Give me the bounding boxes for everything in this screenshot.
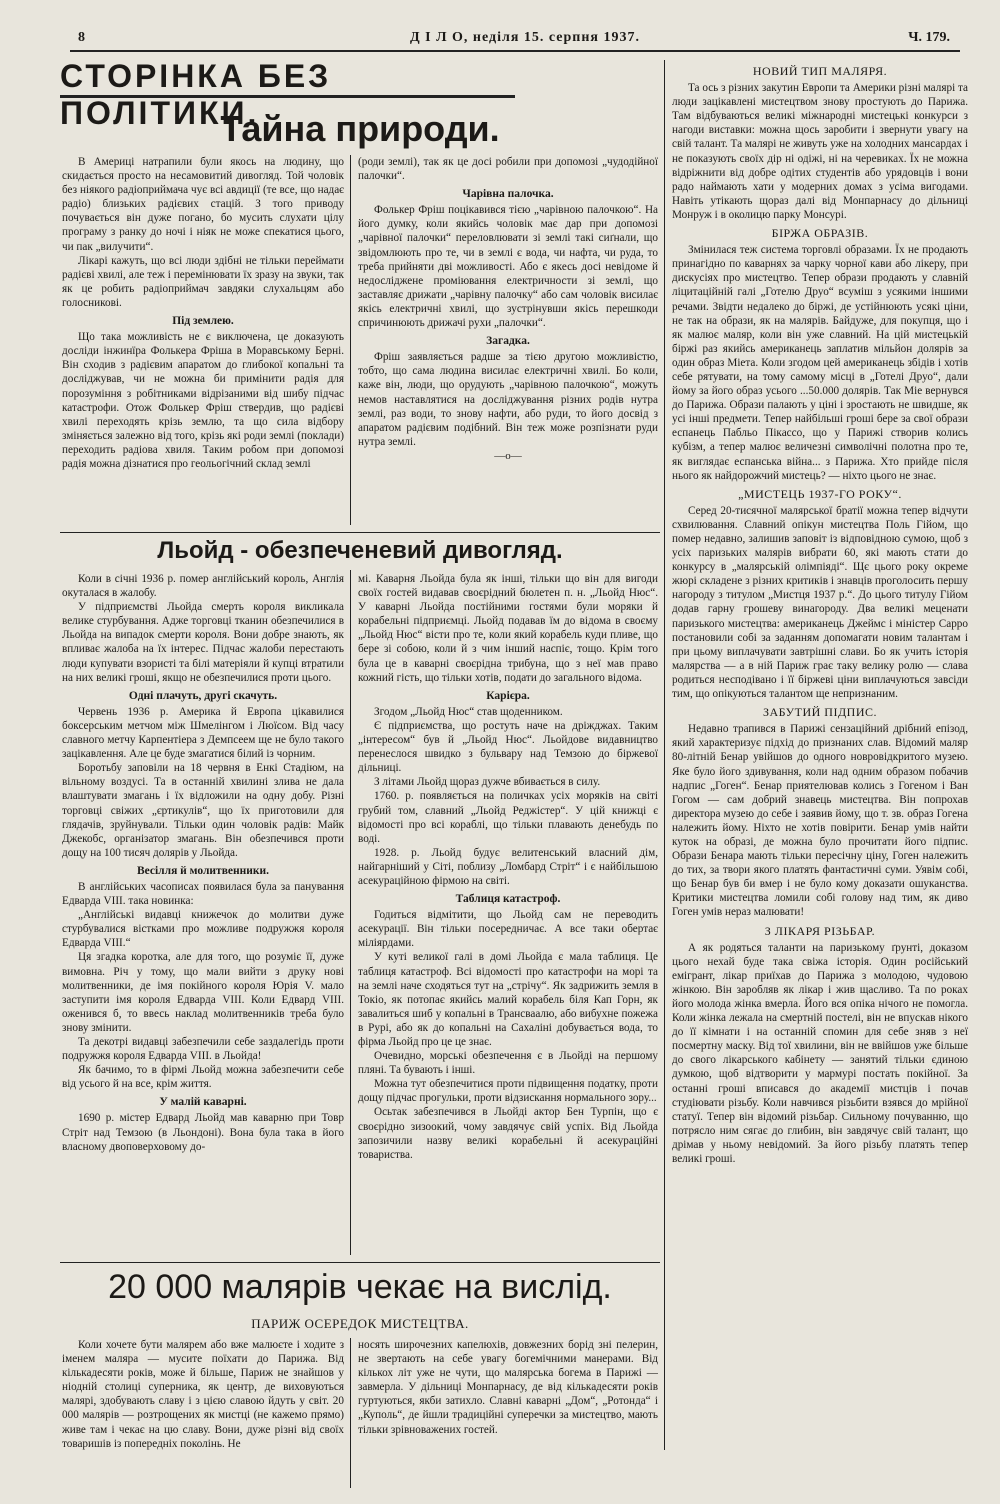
article-title-lloyd: Льойд - обезпеченевий дивогляд. (157, 537, 563, 564)
header-rule (70, 50, 960, 52)
paragraph: Коли хочете бути малярем або вже малюєте і ходите з іменем маляра — мусите поїхати до Парижа. Від кількадесяти років, може й більше, Париж не знайшов у ніодній столиці суперника, як центр, де виховуються малярі, здобувають славу і з цією славою йдуть у світ. 20 000 малярів — розтрощених як мистці (не кажемо прямо) живе там і чекає на цю славу. Вони, дуже різні від своїх товаришів із попередніх поколінь. Не (62, 1339, 344, 1450)
article-title-painters: 20 000 малярів чекає на вислід. (108, 1268, 612, 1306)
masthead-date: Д І Л О, неділя 15. серпня 1937. (410, 30, 640, 45)
article2-column2 (358, 572, 658, 1262)
article-divider-1 (60, 532, 660, 533)
paragraph: мі. Каварня Льойда була як інші, тільки що він для вигоди своїх гостей видавав своєрідний бюлетен п. н. „Льойд Нюс“. У каварні Льойда постійними гостями були моряки й корабельні підприємці. Льойд подавав їм до відома в своєму „Льойд Нюс“ вісти про те, коли який корабель куди пливе, що бере зі собою, коли й з чим інший наспіє, тощо. Крім того була це в каварні своєрідна трибуна, що з неї мав право кожний гість, що тільки хотів, подати до загального відома. (358, 573, 658, 684)
right-section-title: НОВИЙ ТИП МАЛЯРЯ. (752, 64, 888, 78)
right-column (672, 60, 968, 1465)
section-title: СТОРІНКА БЕЗ ПОЛІТИКИ. (60, 58, 332, 131)
paragraph: Згодом „Льойд Нюс“ став щоденником. (374, 705, 563, 718)
right-section-title: „МИСТЕЦЬ 1937-ГО РОКУ“. (738, 486, 902, 501)
subheading: Карієра. (486, 689, 530, 702)
paragraph: (роди землі), так як це досі робили при допомозі „чудодійної палочки“. (358, 156, 658, 183)
paragraph: Недавно трапився в Парижі сензаційний дрібний епізод, який характеризує підхід до признаних слав. Відомий маляр 80-літній Бенар увійшов до одного новровідкритого музею. Яке було його здивування, коли над одним образом побачив надпис „Гоген“. Бенар приятелював колись з Гогеном і Ван Гогом — сам добрий знавець мистецтва. Він попрохав директора музею до себе і заявив йому, що т. зв. образ Гогена належить йому. Ніхто не хотів повірити. Бенар умів найти куток на образі, де можна було прочитати його підпис. Образи Бенара мають тільки пересічну ціну, Гоген належить до тих, за твори якого платять фантастичні суми. Уявім собі, що Бенар був би вмер і не було кому доказати ошуканства. Критики мистецтва ломили собі голову над тим, як диво Гоген умів нераз малювати! (672, 723, 968, 919)
paragraph: Що така можливість не є виключена, це доказують досліди інжинїра Фолькера Фріша в Моравському Берні. Він сходив з радієвим апаратом до глибокої копальні та досліджував, чи не можна би примінити радія для порозуміння з робітниками відрізаними від шибу підчас катастрофи. Отож Фолькер Фріш ствердив, що радієві хвилі переходять крізь землю, та що сила відбору зміняється залежно від того, крізь які роди землі (поклади) переходить радіова хвиля. Таким робом при допомозі радія можна дізнатися про геольогічний склад землі (62, 331, 344, 470)
paragraph: „Англійські видавці книжечок до молитви дуже стурбувалися вістками про можливе подружжя короля Едварда VIII.“ (62, 909, 344, 950)
article1-column1 (62, 155, 344, 527)
paragraph: В англійських часописах появилася була за панування Едварда VIII. така новинка: (62, 880, 344, 908)
article-divider-2 (60, 1262, 660, 1263)
article1-column2 (358, 155, 658, 527)
paragraph: Як бачимо, то в фірмі Льойд можна забезпечити себе від усього й на все, крім життя. (62, 1064, 344, 1091)
paragraph: Ця згадка коротка, але для того, що розуміє її, дуже вимовна. Річ у тому, що мали вийти з друку нові молитвенники, де імя покійного короля Юрія V. мало заступити імя короля Едварда VIII. Коли Едвард VIII. оженився б, то ввесь наклад молитвенників треба було знову змінити. (62, 951, 344, 1034)
issue-number: Ч. 179. (908, 30, 950, 45)
paragraph: З літами Льойд щораз дужче вбивається в силу. (374, 776, 601, 789)
right-section-title: БІРЖА ОБРАЗІВ. (771, 226, 869, 241)
paragraph: носять широчезних капелюхів, довжезних борід зні пелерин, не звертають на себе увагу богемічними манерами. Від кількох літ уже не чути, що малярська богема в Парижі — завмерла. У дільниці Монпарнасу, де від кількадесяти років гуртуються, якби затихло. Славні каварні „Дом“, „Ротонда“ і „Куполь“, де йшли традиційні суперечки за мистецтво, мають тільки зрівноважених гостей. (358, 1339, 658, 1436)
paragraph: 1928. р. Льойд будує велитенський власний дім, найгарніший у Сіті, поблизу „Ломбард Стріт“ і є найбільшою асекураційною фірмою на світі. (358, 846, 658, 887)
column-rule-article1 (350, 155, 351, 525)
paragraph: Очевидно, морські обезпечення є в Льойді на першому пляні. Та бувають і інші. (358, 1050, 658, 1077)
paragraph: Можна тут обезпечитися проти підвищення податку, проти дощу підчас прогульки, проти відзискання нормального зору... (358, 1078, 658, 1105)
paragraph: Та ось з різних закутин Европи та Америки різні малярі та люди зацікавлені мистецтвом знову простують до Парижа. Там відбуваються великі міжнародні мистецькі конкурси з нагоди виставки: можна щось заробити і звернути увагу на свій талант. Та малярі не живуть уже на холодних мансардах і не показують своїх дір ні одіжі, ні на черевиках. Їх не можна відріжнити від добре одітих студентів або урядовців і вони радо наймають хати у модерних домах з усіма вигодами. Навіть утікають щораз далі від Монпарнасу до дільниці Монруж і в околицю парку Монсурі. (672, 82, 968, 221)
paragraph: Є підприємства, що ростуть наче на дріжджах. Таким „інтересом“ був й „Льойд Нюс“. Льойдове видавництво перенеслося швидко з бульвару над Темзою до біржевої дільниці. (358, 719, 658, 775)
article3-column2 (358, 1338, 658, 1493)
page-number: 8 (78, 30, 85, 45)
paragraph: 1690 р. містер Едвард Льойд мав каварню при Товр Стріт над Темзою (в Льондоні). Вона була така в його власному двоповерховому до- (62, 1112, 344, 1153)
paragraph: Червень 1936 р. Америка й Европа цікавилися боксерським метчом між Шмелінгом і Люїсом. Від часу славного метчу Карпентіера з Демпсеем ще не було такого зацікавлення. Але це буде змагатися білий із чорним. (62, 705, 344, 761)
subheading: Таблиця катастроф. (455, 893, 561, 906)
paragraph: Осьтак забезпечився в Льойді актор Бен Турпін, що є своєрідно зизоокий, чому завдячує свій успіх. Від Льойда запозичили назву великі корабельні й асекураційні товариства. (358, 1106, 658, 1161)
paragraph: В Америці натрапили були якось на людину, що скидається просто на несамовитий дивогляд. Той чоловік без ніякого радіоприймача чує всі авдиції (те все, що надає радіо) близьких радієвих стацій. З того приводу почувається він дуже погано, бо мусить слухати цілу програму з ранку до ночі і ніяк не може спекатися цього, чи пак „вилучити“. (62, 156, 344, 253)
end-mark: —o— (494, 449, 522, 462)
subheading: Одні плачуть, другі скачуть. (128, 689, 278, 702)
paragraph: Коли в січні 1936 р. помер англійський король, Англія окуталася в жалобу. (62, 573, 344, 600)
subheading: Чарівна палочка. (462, 188, 554, 201)
paragraph: 1760. р. появляється на поличках усіх моряків на світі грубий том, славний „Льойд Реджістер“. У цій книжці є відомості про всі кораблі, що тільки плавають денебудь по воді. (358, 790, 658, 845)
article-title-taina: Тайна природи. (220, 108, 500, 149)
subheading: У малій каварні. (159, 1096, 247, 1109)
paragraph: Серед 20-тисячної малярської братії можна тепер відчути схвилювання. Славний опікун мистецтва Поль Гійом, що помер недавно, залишив заповіт із відповідною сумою, щоб з усіх паризьких малярів вибрати 60, які мають стати до конкурсу в „малярській олімпіяді“. Щє цього року окреме жюрі складене з різних критиків і знавців проголосить першу нагороду з титулом „Мистця 1937 р.“. До цього титулу Гійом додав гарну грошеву винагороду. Два великі меценати паризького мистецтва: американець Джеймс і міністер Сарро постановили собі за заданням допомагати новим талантам і при цьому виплачувати завтрішні слави. Бо як учить історія малярства — а в ній Париж грає таку велику ролю — слава родиться несподівано і її біржеві ціни виплачуються завсіди тим, що опікуються талантом ще непризнаним. (672, 504, 968, 701)
article3-column1 (62, 1338, 344, 1493)
paragraph: У підприємстві Льойда смерть короля викликала велике стурбування. Адже торговці тканин обезпечилися в Льойда на випадок смерти короля. Вони добре знають, як впливає жалоба на їх інтерес. Підчас жалоби перестають люди купувати взористі та білі матеріяли й купці втратили на них великі гроші, якщо не обезпечилися проти цього. (62, 601, 344, 684)
page-header (70, 30, 960, 50)
subheading: Весілля й молитвенники. (136, 864, 270, 877)
paragraph: Та декотрі видавці забезпечили себе заздалегідь проти подружжя короля Едварда VIII. в Льойда! (62, 1036, 344, 1063)
column-rule-article2 (350, 570, 351, 1255)
column-rule-article3 (350, 1338, 351, 1488)
paragraph: У куті великої галі в домі Льойда є мала таблиця. Це таблиця катастроф. Всі відомості про катастрофи на морі та на землі наче сходяться тут на „стрічу“. Як задрижить земля в Токіо, як потопає якийсь малий корабель біля Кап Горн, як завалиться шиб у копальні в Трансваалю, або вибухне пожежа в Рурі, або як до копальні на Сахаліні добувається вода, то фірма Льойд про це це знає. (358, 951, 658, 1048)
paragraph: А як родяться таланти на паризькому ґрунті, доказом цього нехай буде така свіжа історія. Один російський емігрант, лікар приїхав до Парижа з молодою, чудовою жінкою. Він заробляв як лікар і жив щасливо. Та по роках його молода жінка вмерла. Його вся опіка нічого не помогла. Коли жінка лежала на смертній постелі, він не впускав нікого до її кімнати і на останній спомин для себе зняв з неї посмертну маску. Від тої хвилини, він не ввійшов уже більше до свого лікарського кабінету — занятий тільки єдиною думкою, щоб відтворити у мармурі постать покійної. За останні гроші вписався до академії мистців і почав студіювати різьбу. Коли навчився різьбити взявся до мрійної статуї. Тепер він відомий різьбар. Сильному почуванню, що потрясло ним сягає до глибин, він завдячує свій талант, що дрімав у ньому невідомий. За його різьбу платять тепер великі гроші. (672, 941, 968, 1166)
subheading: Загадка. (486, 335, 530, 348)
column-rule-right (664, 60, 665, 1450)
paragraph: Лікарі кажуть, що всі люди здібні не тільки переймати радієві хвилі, але теж і перемінювати їх зразу на звуки, так як це робить радіоприймач завдяки слухальцям або голосникові. (62, 254, 344, 309)
right-section-title: З ЛІКАРЯ РІЗЬБАР. (764, 923, 876, 938)
article2-column1 (62, 572, 344, 1262)
paragraph: Боротьбу заповіли на 18 червня в Енкі Стадіюм, на вільному воздусі. Та в останній хвилині злива не дала влаштувати змагань і їх відложили на одну добу. Різні торговці свіжих „єртикулів“, що їх приготовили для глядачів, зруйнували. Тільки один чоловік радів: Майк Джекобс, організатор змагань. Він обезпечився проти дощу на 100 тисяч долярів у Льойда. (62, 762, 344, 859)
subheading: Під землею. (172, 315, 234, 328)
paragraph: Фолькер Фріш поцікавився тією „чарівною палочкою“. На його думку, коли якийсь чоловік має дар при допомозі „чарівної палочки“ переловлювати зі землі такі сиґнали, що звідомлюють про те, чи в землі є вода, чи нафта, чи руда, то треба прийняти дві можливості. Або є якесь досі невідоме й недосліджене проміювання електричности зі землі, що заставляє дрижати „чарівну палочку“ або сам чоловік висилає якісь електричні хвилі, що зустрінувши якісь перешкоди спричинюють дрижачі рухи „палочки“. (358, 204, 658, 330)
article-subtitle-paris: ПАРИЖ ОСЕРЕДОК МИСТЕЦТВА. (251, 1316, 469, 1331)
paragraph: Змінилася теж система торговлі образами. Їх не продають принагідно по каварнях за чарку чорної кави або лікеру, при дискусіях про мистецтво. Тепер образи продають у славній ліцитаційній галі „Готелю Друо“ всуміш з усякими іншими речами. Звідти недалеко до біржі, де устійнюють усякі ціни, не так на образи, як на малярів. Байдуже, для покупця, що і як малює маляр, коли він уже славний. На цій мистецькій біржі раз якийсь американець заплатив мільйон долярів за один образ Міета. Коли згодом цей американець збідів і хотів себе рятувати, на тому самому місці в „Готелі Друо“, дали йому за його образ усього ...50.000 долярів. Так Міе вернувся до Парижа. Образи палають у ціні і зростають не швидше, як усі інші предмети. Тепер найбільші гроші бере за свої образи еспанець Пабльо Пікассо, що у Парижі створив колись кубізм, а тепер малює величезні символічні полотна про те, як виглядає еспанська війна... з Парижа. Хто прийде після нього як найдорожчий мистець? — ніхто цього не знає. (672, 244, 968, 482)
right-section-title: ЗАБУТИЙ ПІДПИС. (763, 705, 877, 720)
paragraph: Годиться відмітити, що Льойд сам не переводить асекурації. Він тільки посередничає. А все таки обертає міліярдами. (358, 909, 658, 950)
paragraph: Фріш заявляється радше за тією другою можливістю, тобто, що сама людина висилає електричні хвилі. Бо коли, каже він, люди, що орудують „чарівною палочкою“, можуть немов наставлятися на досліджування різних родів нутра землі, раз води, то знову нафти, або руди, то його досвід з апаратом радієвим подібний. Він теж може розпізнати руди нутра землі. (358, 351, 658, 448)
